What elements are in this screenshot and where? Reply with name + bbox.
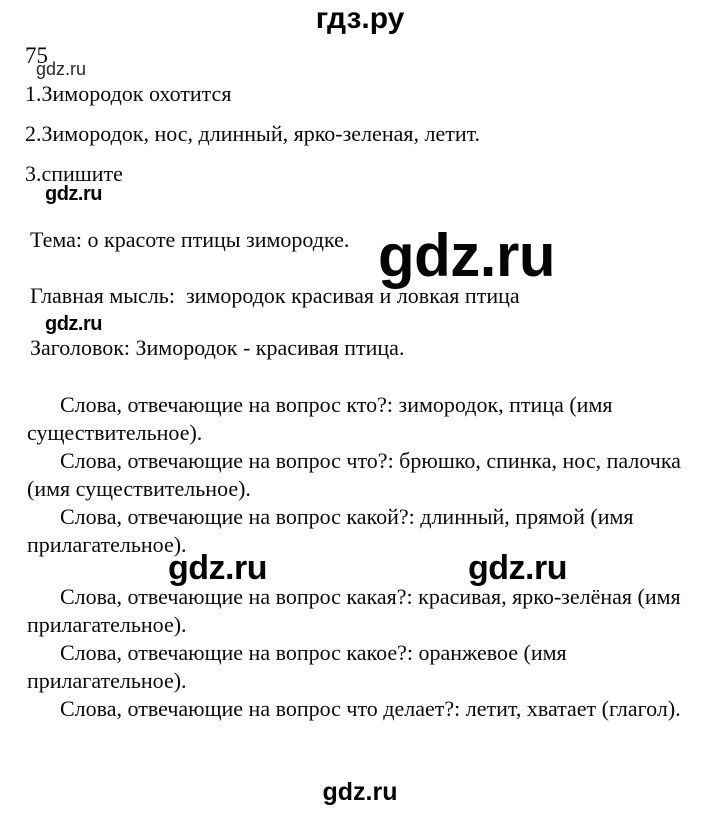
analysis-paragraph-kakaya: Слова, отвечающие на вопрос какая?: красивая, ярко-зелёная (имя прилагательное). <box>27 584 681 637</box>
answer-line-2: 2.Зимородок, нос, длинный, ярко-зеленая, летит. <box>25 121 481 146</box>
answer-line-1: 1.Зимородок охотится <box>25 81 232 106</box>
exercise-number: 75 <box>25 43 48 68</box>
analysis-paragraph-kakoe: Слова, отвечающие на вопрос какое?: оранжевое (имя прилагательное). <box>27 640 567 693</box>
main-idea-line: Главная мысль: зимородок красивая и ловкая птица <box>30 283 520 308</box>
watermark-mid-left: gdz.ru <box>168 549 267 587</box>
analysis-paragraph-chto: Слова, отвечающие на вопрос что?: брюшко, спинка, нос, палочка (имя существительное). <box>27 448 681 501</box>
answer-line-3: 3.спишите <box>25 161 123 186</box>
analysis-paragraph-kakoy: Слова, отвечающие на вопрос какой?: длинный, прямой (имя прилагательное). <box>27 504 634 557</box>
watermark-small-1: gdz.ru <box>36 59 87 79</box>
site-logo: гдз.ру <box>315 2 405 35</box>
footer-logo: gdz.ru <box>322 778 398 806</box>
watermark-small-3: gdz.ru <box>45 313 102 335</box>
watermark-mid-right: gdz.ru <box>468 549 567 587</box>
watermark-large: gdz.ru <box>378 222 555 289</box>
watermark-small-2: gdz.ru <box>45 183 102 205</box>
title-line: Заголовок: Зимородок - красивая птица. <box>30 335 405 360</box>
theme-line: Тема: о красоте птицы зимородке. <box>30 227 350 252</box>
analysis-paragraph-kto: Слова, отвечающие на вопрос кто?: зимородок, птица (имя существительное). <box>27 392 613 445</box>
analysis-paragraph-chto-delaet: Слова, отвечающие на вопрос что делает?: летит, хватает (глагол). <box>60 696 681 721</box>
